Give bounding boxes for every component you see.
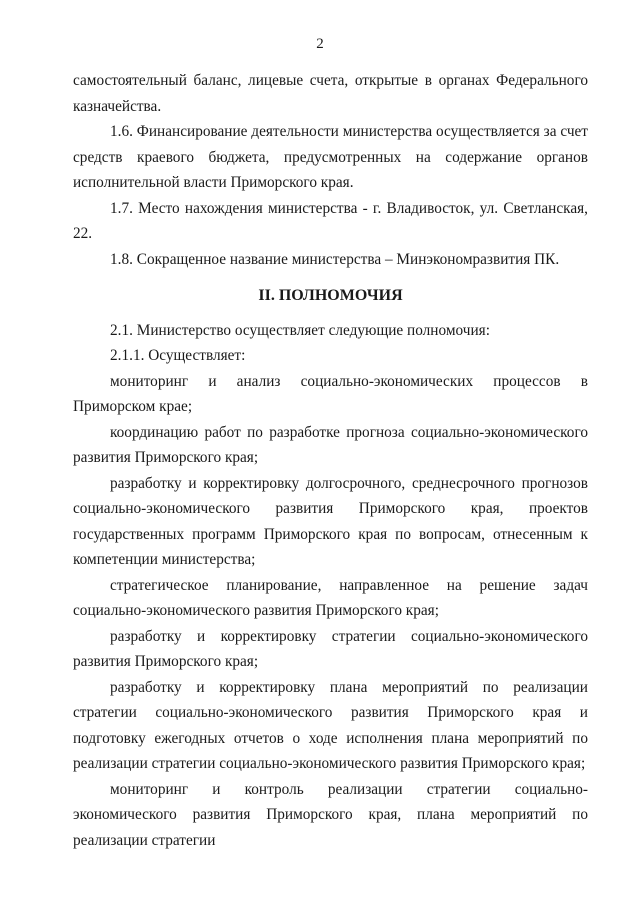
- paragraph: мониторинг и анализ социально-экономических процессов в Приморском крае;: [73, 372, 588, 415]
- paragraph: координацию работ по разработке прогноза социально-экономического развития Приморского края;: [73, 423, 588, 466]
- paragraph: мониторинг и контроль реализации стратегии социально-экономического развития Приморского края, плана мероприятий по реализации стратегии: [73, 780, 588, 849]
- paragraph: разработку и корректировку долгосрочного, среднесрочного прогнозов социально-экономического развития Приморского края, проектов государственных программ Приморского края по вопросам, отнесенным к компетенции министерства;: [73, 474, 588, 568]
- page-number: 2: [316, 36, 324, 52]
- paragraph: разработку и корректировку плана мероприятий по реализации стратегии социально-экономического развития Приморского края и подготовку ежегодных отчетов о ходе исполнения плана мероприятий по реализации стратегии социально-экономического развития Приморского края;: [73, 678, 588, 772]
- paragraph: 2.1. Министерство осуществляет следующие полномочия:: [110, 321, 490, 339]
- paragraph: 1.8. Сокращенное название министерства – Минэкономразвития ПК.: [110, 250, 560, 268]
- section-heading: II. ПОЛНОМОЧИЯ: [258, 287, 403, 304]
- document-body: [73, 68, 588, 853]
- paragraph: разработку и корректировку стратегии социально-экономического развития Приморского края;: [73, 627, 588, 670]
- paragraph: 1.7. Место нахождения министерства - г. Владивосток, ул. Светланская, 22.: [73, 199, 588, 242]
- paragraph: 2.1.1. Осуществляет:: [110, 347, 246, 364]
- paragraph: 1.6. Финансирование деятельности министерства осуществляется за счет средств краевого бюджета, предусмотренных на содержание органов исполнительной власти Приморского края.: [73, 123, 588, 191]
- paragraph: стратегическое планирование, направленное на решение задач социально-экономического развития Приморского края;: [73, 576, 588, 619]
- paragraph: самостоятельный баланс, лицевые счета, открытые в органах Федерального казначейства.: [73, 72, 588, 115]
